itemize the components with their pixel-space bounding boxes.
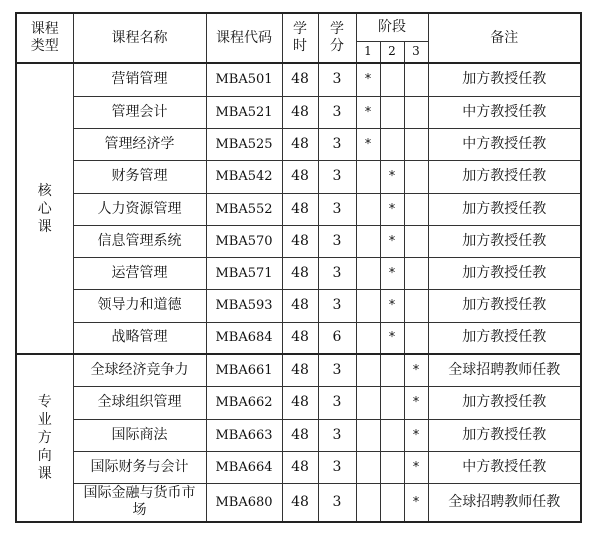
header-credits-label: 学 分 — [330, 21, 344, 54]
header-note: 备注 — [428, 13, 581, 63]
table-row — [16, 128, 581, 160]
stage-1-mark — [356, 354, 380, 386]
course-note: 加方教授任教 — [428, 257, 581, 289]
course-credits: 3 — [318, 451, 356, 483]
table-row — [16, 419, 581, 451]
course-credits: 3 — [318, 128, 356, 160]
course-note: 加方教授任教 — [428, 63, 581, 96]
course-name: 运营管理 — [73, 257, 206, 289]
table-row — [16, 257, 581, 289]
course-hours: 48 — [282, 63, 318, 96]
course-hours: 48 — [282, 193, 318, 225]
stage-3-mark — [404, 128, 428, 160]
course-hours: 48 — [282, 225, 318, 257]
table-row — [16, 160, 581, 193]
header-category — [16, 13, 73, 63]
course-code: MBA571 — [206, 257, 282, 289]
course-note: 全球招聘教师任教 — [428, 354, 581, 386]
stage-1-mark: * — [356, 63, 380, 96]
course-code: MBA593 — [206, 289, 282, 322]
stage-3-mark — [404, 225, 428, 257]
course-credits: 3 — [318, 386, 356, 419]
course-name: 全球经济竞争力 — [73, 354, 206, 386]
stage-1-mark: * — [356, 128, 380, 160]
stage-3-mark: * — [404, 386, 428, 419]
table-row — [16, 225, 581, 257]
course-hours: 48 — [282, 483, 318, 522]
header-stage-3: 3 — [404, 41, 428, 63]
course-note: 中方教授任教 — [428, 451, 581, 483]
stage-1-mark — [356, 193, 380, 225]
stage-1-mark — [356, 322, 380, 354]
stage-2-mark: * — [380, 257, 404, 289]
stage-2-mark: * — [380, 193, 404, 225]
course-note: 加方教授任教 — [428, 193, 581, 225]
stage-1-mark: * — [356, 96, 380, 128]
course-name: 国际金融与货币市场 — [73, 483, 206, 522]
stage-1-mark — [356, 225, 380, 257]
stage-2-mark: * — [380, 225, 404, 257]
stage-3-mark — [404, 257, 428, 289]
course-note: 加方教授任教 — [428, 386, 581, 419]
course-code: MBA542 — [206, 160, 282, 193]
course-hours: 48 — [282, 322, 318, 354]
stage-3-mark — [404, 96, 428, 128]
course-code: MBA501 — [206, 63, 282, 96]
course-credits: 3 — [318, 63, 356, 96]
stage-2-mark — [380, 386, 404, 419]
header-credits — [318, 13, 356, 63]
category-major — [16, 354, 73, 522]
stage-2-mark: * — [380, 289, 404, 322]
course-hours: 48 — [282, 419, 318, 451]
course-code: MBA570 — [206, 225, 282, 257]
course-name: 管理会计 — [73, 96, 206, 128]
course-code: MBA680 — [206, 483, 282, 522]
course-hours: 48 — [282, 354, 318, 386]
course-table — [15, 12, 582, 523]
stage-1-mark — [356, 483, 380, 522]
stage-3-mark — [404, 289, 428, 322]
stage-1-mark — [356, 257, 380, 289]
course-hours: 48 — [282, 451, 318, 483]
header-stage-2: 2 — [380, 41, 404, 63]
header-code: 课程代码 — [206, 13, 282, 63]
table-row — [16, 483, 581, 522]
course-credits: 3 — [318, 225, 356, 257]
header-stage: 阶段 — [356, 13, 428, 41]
table-row — [16, 193, 581, 225]
course-note: 中方教授任教 — [428, 128, 581, 160]
course-note: 加方教授任教 — [428, 160, 581, 193]
course-note: 加方教授任教 — [428, 322, 581, 354]
course-code: MBA661 — [206, 354, 282, 386]
stage-1-mark — [356, 451, 380, 483]
course-name: 战略管理 — [73, 322, 206, 354]
course-credits: 3 — [318, 257, 356, 289]
stage-2-mark — [380, 483, 404, 522]
stage-2-mark — [380, 96, 404, 128]
course-credits: 3 — [318, 96, 356, 128]
table-row — [16, 386, 581, 419]
stage-2-mark — [380, 354, 404, 386]
stage-3-mark — [404, 160, 428, 193]
course-credits: 3 — [318, 419, 356, 451]
course-credits: 3 — [318, 483, 356, 522]
course-credits: 6 — [318, 322, 356, 354]
course-note: 加方教授任教 — [428, 419, 581, 451]
stage-2-mark — [380, 63, 404, 96]
course-credits: 3 — [318, 193, 356, 225]
course-credits: 3 — [318, 160, 356, 193]
header-category-label: 课程 类型 — [30, 21, 59, 54]
table-row — [16, 63, 581, 96]
course-name: 信息管理系统 — [73, 225, 206, 257]
stage-3-mark: * — [404, 354, 428, 386]
course-hours: 48 — [282, 96, 318, 128]
table-row — [16, 322, 581, 354]
table-row — [16, 96, 581, 128]
stage-2-mark — [380, 128, 404, 160]
stage-2-mark: * — [380, 322, 404, 354]
course-code: MBA664 — [206, 451, 282, 483]
course-hours: 48 — [282, 128, 318, 160]
stage-1-mark — [356, 160, 380, 193]
stage-2-mark — [380, 451, 404, 483]
course-credits: 3 — [318, 289, 356, 322]
course-hours: 48 — [282, 257, 318, 289]
stage-3-mark: * — [404, 419, 428, 451]
stage-3-mark: * — [404, 483, 428, 522]
course-code: MBA521 — [206, 96, 282, 128]
course-hours: 48 — [282, 160, 318, 193]
header-stage-1: 1 — [356, 41, 380, 63]
stage-1-mark — [356, 419, 380, 451]
category-core-label: 核心课 — [37, 182, 52, 235]
course-name: 营销管理 — [73, 63, 206, 96]
course-name: 全球组织管理 — [73, 386, 206, 419]
course-name: 财务管理 — [73, 160, 206, 193]
stage-1-mark — [356, 386, 380, 419]
course-hours: 48 — [282, 289, 318, 322]
course-code: MBA552 — [206, 193, 282, 225]
course-name: 国际商法 — [73, 419, 206, 451]
table-row — [16, 451, 581, 483]
stage-3-mark — [404, 193, 428, 225]
course-code: MBA662 — [206, 386, 282, 419]
course-note: 加方教授任教 — [428, 289, 581, 322]
stage-3-mark — [404, 322, 428, 354]
table-row — [16, 289, 581, 322]
course-credits: 3 — [318, 354, 356, 386]
stage-2-mark: * — [380, 160, 404, 193]
course-note: 加方教授任教 — [428, 225, 581, 257]
course-name: 人力资源管理 — [73, 193, 206, 225]
course-hours: 48 — [282, 386, 318, 419]
stage-3-mark: * — [404, 451, 428, 483]
category-major-label: 专业方向课 — [37, 394, 52, 482]
category-core — [16, 63, 73, 354]
course-note: 中方教授任教 — [428, 96, 581, 128]
course-name: 管理经济学 — [73, 128, 206, 160]
course-code: MBA684 — [206, 322, 282, 354]
course-name: 领导力和道德 — [73, 289, 206, 322]
course-note: 全球招聘教师任教 — [428, 483, 581, 522]
header-name: 课程名称 — [73, 13, 206, 63]
header-hours-label: 学 时 — [293, 21, 307, 54]
course-name: 国际财务与会计 — [73, 451, 206, 483]
stage-1-mark — [356, 289, 380, 322]
course-code: MBA525 — [206, 128, 282, 160]
header-row-1 — [16, 13, 581, 41]
stage-3-mark — [404, 63, 428, 96]
table-row — [16, 354, 581, 386]
course-code: MBA663 — [206, 419, 282, 451]
header-hours — [282, 13, 318, 63]
stage-2-mark — [380, 419, 404, 451]
